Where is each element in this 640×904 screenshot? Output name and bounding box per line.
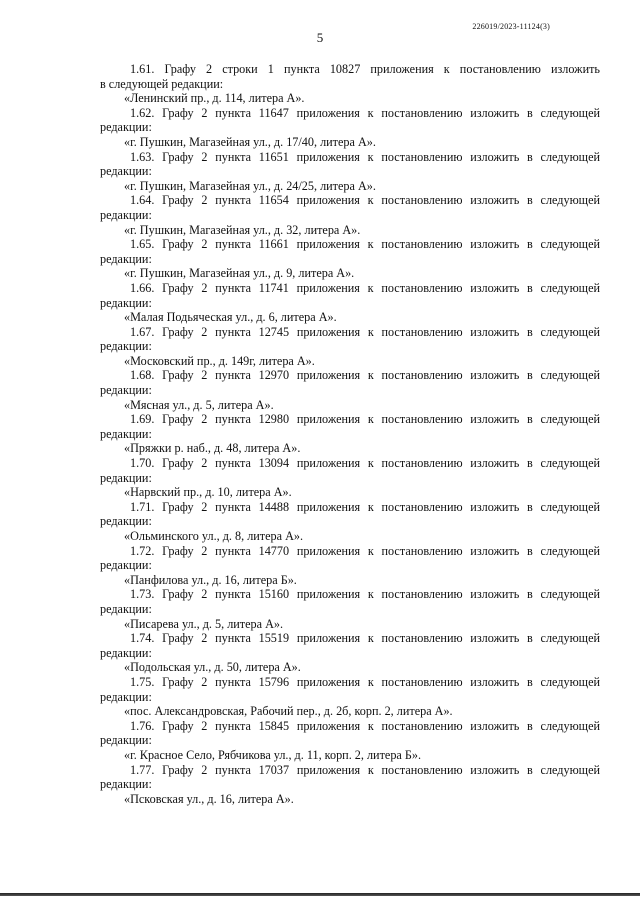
address-text: «г. Пушкин, Магазейная ул., д. 32, литера А».: [124, 222, 361, 237]
clause: [100, 237, 600, 281]
clause-text-continuation: редакции:: [100, 645, 152, 660]
page-number: 5: [316, 30, 324, 45]
address-text: «Малая Подьяческая ул., д. 6, литера А».: [124, 310, 337, 325]
clause: [100, 412, 600, 456]
clause-text-continuation: редакции:: [100, 514, 152, 529]
clause-text-continuation: редакции:: [100, 207, 152, 222]
clause-text: 1.75. Графу 2 пункта 15796 приложения к постановлению изложить в следующей: [130, 674, 600, 689]
clause: [100, 368, 600, 412]
clause: [100, 763, 600, 807]
clause: [100, 587, 600, 631]
address-text: «г. Красное Село, Рябчикова ул., д. 11, корп. 2, литера Б».: [124, 747, 422, 762]
clause-text-continuation: редакции:: [100, 777, 152, 792]
clause-text-continuation: редакции:: [100, 601, 152, 616]
clause: [100, 281, 600, 325]
clause-text: 1.61. Графу 2 строки 1 пункта 10827 приложения к постановлению изложить: [130, 62, 600, 76]
clause-text: 1.68. Графу 2 пункта 12970 приложения к постановлению изложить в следующей: [130, 368, 600, 383]
address-text: «г. Пушкин, Магазейная ул., д. 9, литера А».: [124, 266, 355, 281]
address-text: «г. Пушкин, Магазейная ул., д. 17/40, литера А».: [124, 134, 376, 149]
address-text: «Подольская ул., д. 50, литера А».: [124, 660, 301, 675]
address-text: «Писарева ул., д. 5, литера А».: [124, 616, 284, 631]
clause: [100, 719, 600, 763]
clause-text: 1.72. Графу 2 пункта 14770 приложения к постановлению изложить в следующей: [130, 543, 600, 558]
address-text: «пос. Александровская, Рабочий пер., д. 2б, корп. 2, литера А».: [124, 704, 453, 719]
clause-text: 1.73. Графу 2 пункта 15160 приложения к постановлению изложить в следующей: [130, 587, 600, 602]
clause-text: 1.74. Графу 2 пункта 15519 приложения к постановлению изложить в следующей: [130, 631, 600, 646]
clause: [100, 150, 600, 194]
clause-text-continuation: редакции:: [100, 251, 152, 266]
clause-text-continuation: редакции:: [100, 383, 152, 398]
clause-text-continuation: редакции:: [100, 120, 152, 135]
clause-text: 1.70. Графу 2 пункта 13094 приложения к постановлению изложить в следующей: [130, 456, 600, 471]
bottom-rule: [0, 893, 640, 896]
address-text: «Пряжки р. наб., д. 48, литера А».: [124, 441, 301, 456]
address-text: «Нарвский пр., д. 10, литера А».: [124, 485, 292, 500]
clause-text: 1.66. Графу 2 пункта 11741 приложения к постановлению изложить в следующей: [130, 280, 600, 295]
clause-text: 1.63. Графу 2 пункта 11651 приложения к постановлению изложить в следующей: [130, 149, 600, 164]
clause: [100, 456, 600, 500]
clause-text: 1.71. Графу 2 пункта 14488 приложения к постановлению изложить в следующей: [130, 499, 600, 514]
clause: [100, 500, 600, 544]
clause-text-continuation: редакции:: [100, 558, 152, 573]
address-text: «Ленинский пр., д. 114, литера А».: [124, 91, 305, 106]
clause-text-continuation: редакции:: [100, 470, 152, 485]
clause-text: 1.69. Графу 2 пункта 12980 приложения к постановлению изложить в следующей: [130, 412, 600, 427]
clause-text: 1.67. Графу 2 пункта 12745 приложения к постановлению изложить в следующей: [130, 324, 600, 339]
clause-text-continuation: редакции:: [100, 339, 152, 354]
clause-text-continuation: редакции:: [100, 426, 152, 441]
address-text: «Мясная ул., д. 5, литера А».: [124, 397, 274, 412]
address-text: «Московский пр., д. 149г, литера А».: [124, 353, 315, 368]
document-id: 226019/2023-11124(3): [472, 22, 550, 31]
clause: [100, 106, 600, 150]
clause-text-continuation: редакции:: [100, 689, 152, 704]
clause: [100, 193, 600, 237]
clause-text: 1.77. Графу 2 пункта 17037 приложения к постановлению изложить в следующей: [130, 762, 600, 777]
clause-text: 1.62. Графу 2 пункта 11647 приложения к постановлению изложить в следующей: [130, 105, 600, 120]
clause: [100, 544, 600, 588]
clause: [100, 631, 600, 675]
address-text: «Ольминского ул., д. 8, литера А».: [124, 529, 304, 543]
document-body: [100, 62, 600, 806]
clause: [100, 325, 600, 369]
address-text: «Панфилова ул., д. 16, литера Б».: [124, 572, 297, 587]
clause-text-continuation: редакции:: [100, 295, 152, 310]
address-text: «г. Пушкин, Магазейная ул., д. 24/25, литера А».: [124, 178, 376, 193]
clause-text-continuation: в следующей редакции:: [100, 76, 224, 91]
clause-text-continuation: редакции:: [100, 733, 152, 748]
clause: [100, 675, 600, 719]
clause-text: 1.64. Графу 2 пункта 11654 приложения к постановлению изложить в следующей: [130, 193, 600, 208]
clause-text: 1.76. Графу 2 пункта 15845 приложения к постановлению изложить в следующей: [130, 718, 600, 733]
clause-text: 1.65. Графу 2 пункта 11661 приложения к постановлению изложить в следующей: [130, 237, 600, 252]
clause-text-continuation: редакции:: [100, 164, 152, 179]
address-text: «Псковская ул., д. 16, литера А».: [124, 791, 294, 806]
clause: [100, 62, 600, 106]
